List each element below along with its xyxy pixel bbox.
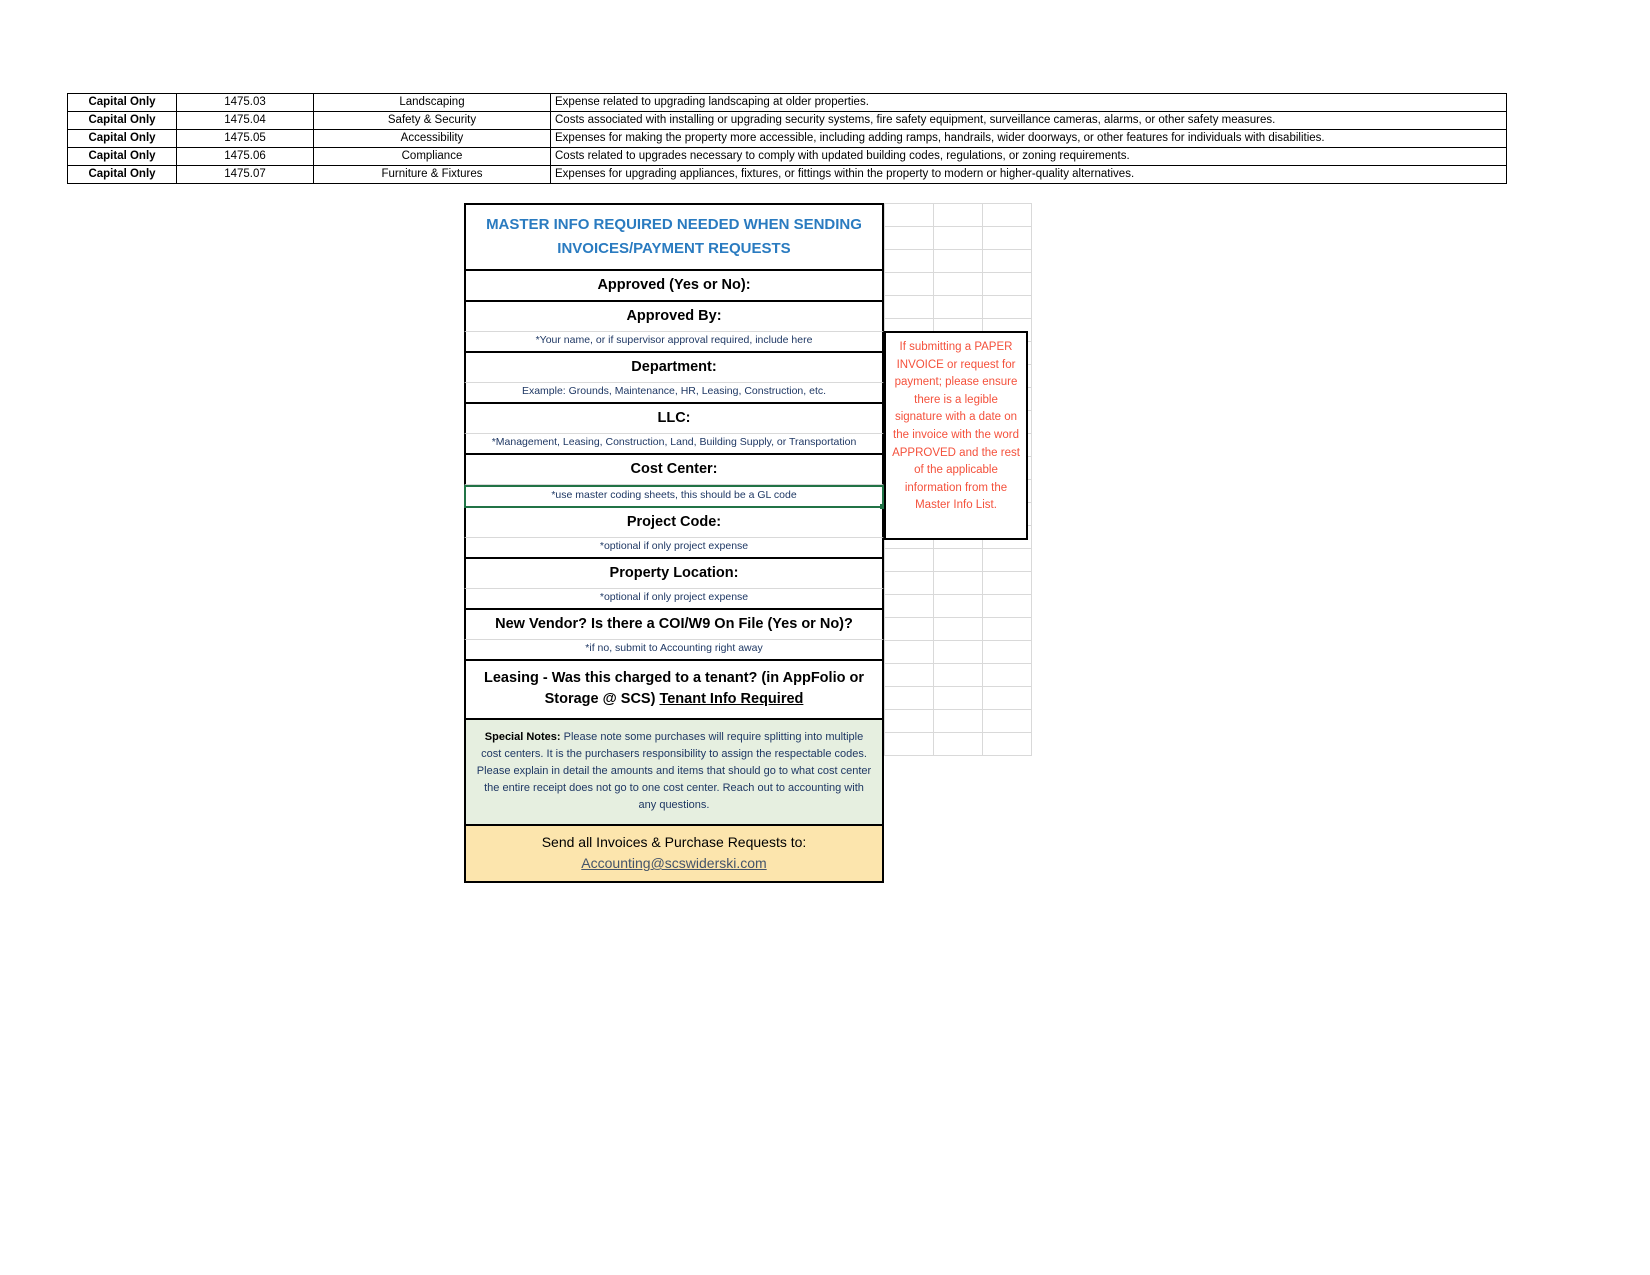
coding-table-body xyxy=(68,94,1507,184)
special-notes-label: Special Notes: xyxy=(484,731,561,743)
accounting-email-link[interactable]: Accounting@scswiderski.com xyxy=(581,855,767,871)
field-label-approved: Approved (Yes or No): xyxy=(597,277,751,293)
grid-cell[interactable] xyxy=(983,733,1032,756)
field-hint-row-project-code[interactable] xyxy=(464,538,884,559)
cell-code: 1475.05 xyxy=(177,130,314,148)
field-label-approved-by: Approved By: xyxy=(626,308,722,324)
cell-code: 1475.03 xyxy=(177,94,314,112)
grid-cell[interactable] xyxy=(885,296,934,319)
grid-cell[interactable] xyxy=(983,595,1032,618)
grid-row xyxy=(885,250,1032,273)
field-hint-row-department[interactable] xyxy=(464,383,884,404)
field-hint-row-cost-center-selected[interactable] xyxy=(464,485,884,508)
grid-cell[interactable] xyxy=(983,572,1032,595)
field-row-department[interactable] xyxy=(464,353,884,383)
grid-row xyxy=(885,641,1032,664)
grid-cell[interactable] xyxy=(934,595,983,618)
field-hint-llc: *Management, Leasing, Construction, Land, Building Supply, or Transportation xyxy=(491,436,857,448)
cell-code: 1475.04 xyxy=(177,112,314,130)
cell-description: Expense related to upgrading landscaping at older properties. xyxy=(551,94,1507,112)
grid-cell[interactable] xyxy=(983,664,1032,687)
grid-cell[interactable] xyxy=(934,273,983,296)
field-row-leasing[interactable] xyxy=(464,661,884,720)
send-to-footer-row xyxy=(464,826,884,883)
leasing-line1: Leasing - Was this charged to a tenant? (in AppFolio or xyxy=(484,670,864,686)
grid-cell[interactable] xyxy=(885,227,934,250)
field-hint-project-code: *optional if only project expense xyxy=(599,540,749,552)
grid-cell[interactable] xyxy=(934,733,983,756)
grid-cell[interactable] xyxy=(934,227,983,250)
form-title xyxy=(466,205,882,269)
capital-coding-table xyxy=(67,93,1507,184)
cell-description: Costs related to upgrades necessary to comply with updated building codes, regulations, or zoning requirements. xyxy=(551,148,1507,166)
grid-cell[interactable] xyxy=(983,273,1032,296)
grid-row xyxy=(885,549,1032,572)
cell-name: Landscaping xyxy=(314,94,551,112)
grid-row xyxy=(885,204,1032,227)
form-title-line2: INVOICES/PAYMENT REQUESTS xyxy=(557,240,791,257)
grid-cell[interactable] xyxy=(885,687,934,710)
cell-description: Expenses for upgrading appliances, fixtures, or fittings within the property to modern or higher-quality alternatives. xyxy=(551,166,1507,184)
grid-cell[interactable] xyxy=(885,250,934,273)
cell-name: Accessibility xyxy=(314,130,551,148)
field-label-leasing xyxy=(466,661,882,718)
grid-row xyxy=(885,733,1032,756)
grid-cell[interactable] xyxy=(934,204,983,227)
grid-cell[interactable] xyxy=(983,250,1032,273)
cell-code: 1475.06 xyxy=(177,148,314,166)
grid-cell[interactable] xyxy=(885,733,934,756)
paper-invoice-note-box xyxy=(884,331,1028,540)
cell-description: Expenses for making the property more accessible, including adding ramps, handrails, wider doorways, or other features for individuals with disabilities. xyxy=(551,130,1507,148)
cell-code: 1475.07 xyxy=(177,166,314,184)
cell-type: Capital Only xyxy=(68,166,177,184)
master-info-form xyxy=(464,203,884,883)
grid-cell[interactable] xyxy=(934,618,983,641)
form-title-line1: MASTER INFO REQUIRED NEEDED WHEN SENDING xyxy=(486,216,862,233)
table-row[interactable] xyxy=(68,148,1507,166)
cell-name: Furniture & Fixtures xyxy=(314,166,551,184)
leasing-line2 xyxy=(480,689,868,710)
grid-cell[interactable] xyxy=(983,296,1032,319)
field-label-property-location: Property Location: xyxy=(609,565,739,581)
paper-invoice-note-text: If submitting a PAPER INVOICE or request for payment; please ensure there is a legible signature with a date on the invoice with the word APPROVED and the rest of the applicable information from the Master Info List. xyxy=(892,341,1020,512)
grid-cell[interactable] xyxy=(934,572,983,595)
grid-cell[interactable] xyxy=(885,273,934,296)
cell-name: Safety & Security xyxy=(314,112,551,130)
field-row-property-location[interactable] xyxy=(464,559,884,589)
grid-cell[interactable] xyxy=(885,664,934,687)
table-row[interactable] xyxy=(68,112,1507,130)
field-hint-row-llc[interactable] xyxy=(464,434,884,455)
grid-row xyxy=(885,227,1032,250)
cell-type: Capital Only xyxy=(68,94,177,112)
grid-cell[interactable] xyxy=(934,687,983,710)
grid-cell[interactable] xyxy=(885,641,934,664)
grid-cell[interactable] xyxy=(983,687,1032,710)
field-hint-row-new-vendor[interactable] xyxy=(464,640,884,661)
grid-cell[interactable] xyxy=(983,227,1032,250)
grid-row xyxy=(885,572,1032,595)
field-label-new-vendor: New Vendor? Is there a COI/W9 On File (Yes or No)? xyxy=(495,616,853,632)
field-hint-new-vendor: *if no, submit to Accounting right away xyxy=(585,642,763,654)
field-row-new-vendor[interactable] xyxy=(464,610,884,640)
grid-cell[interactable] xyxy=(885,595,934,618)
grid-cell[interactable] xyxy=(885,618,934,641)
grid-cell[interactable] xyxy=(885,710,934,733)
grid-row xyxy=(885,296,1032,319)
send-to-label: Send all Invoices & Purchase Requests to: xyxy=(541,834,807,850)
grid-cell[interactable] xyxy=(983,204,1032,227)
special-notes-body: Please note some purchases will require splitting into multiple cost centers. It is the purchasers responsibility to assign the respectable codes. Please explain in detail the amounts and items that should go to what cost center the entire receipt does not go to one cost center. Reach out to accounting with any questions. xyxy=(476,731,872,811)
table-row[interactable] xyxy=(68,130,1507,148)
grid-cell[interactable] xyxy=(885,572,934,595)
grid-cell[interactable] xyxy=(934,664,983,687)
cell-name: Compliance xyxy=(314,148,551,166)
grid-row xyxy=(885,595,1032,618)
grid-row xyxy=(885,710,1032,733)
leasing-line2-plain: Storage @ SCS) xyxy=(544,691,660,707)
table-row[interactable] xyxy=(68,94,1507,112)
field-label-project-code: Project Code: xyxy=(626,514,722,530)
grid-cell[interactable] xyxy=(983,710,1032,733)
field-hint-property-location: *optional if only project expense xyxy=(599,591,749,603)
leasing-tenant-info-required: Tenant Info Required xyxy=(659,691,804,707)
field-hint-row-approved-by[interactable] xyxy=(464,332,884,353)
field-row-llc[interactable] xyxy=(464,404,884,434)
field-row-cost-center[interactable] xyxy=(464,455,884,485)
grid-cell[interactable] xyxy=(934,296,983,319)
send-to-footer xyxy=(466,826,882,881)
field-row-approved-by[interactable] xyxy=(464,302,884,332)
field-label-department: Department: xyxy=(631,359,717,375)
grid-cell[interactable] xyxy=(934,549,983,572)
cell-type: Capital Only xyxy=(68,148,177,166)
field-row-approved[interactable] xyxy=(464,271,884,302)
grid-cell[interactable] xyxy=(983,618,1032,641)
grid-cell[interactable] xyxy=(885,204,934,227)
grid-cell[interactable] xyxy=(983,641,1032,664)
grid-row xyxy=(885,687,1032,710)
cell-type: Capital Only xyxy=(68,130,177,148)
cell-description: Costs associated with installing or upgrading security systems, fire safety equipment, surveillance cameras, alarms, or other safety measures. xyxy=(551,112,1507,130)
grid-row xyxy=(885,618,1032,641)
grid-row xyxy=(885,273,1032,296)
field-hint-row-property-location[interactable] xyxy=(464,589,884,610)
field-label-cost-center: Cost Center: xyxy=(630,461,718,477)
field-label-llc: LLC: xyxy=(657,410,691,426)
form-title-row xyxy=(464,203,884,271)
field-row-project-code[interactable] xyxy=(464,508,884,538)
field-hint-cost-center: *use master coding sheets, this should be a GL code xyxy=(551,489,797,501)
grid-cell[interactable] xyxy=(983,549,1032,572)
special-notes xyxy=(466,720,882,824)
grid-cell[interactable] xyxy=(934,250,983,273)
grid-cell[interactable] xyxy=(934,710,983,733)
grid-cell[interactable] xyxy=(885,549,934,572)
field-hint-department: Example: Grounds, Maintenance, HR, Leasing, Construction, etc. xyxy=(521,385,827,397)
grid-cell[interactable] xyxy=(934,641,983,664)
special-notes-row xyxy=(464,720,884,826)
field-hint-approved-by: *Your name, or if supervisor approval required, include here xyxy=(535,334,813,346)
cell-type: Capital Only xyxy=(68,112,177,130)
table-row[interactable] xyxy=(68,166,1507,184)
grid-row xyxy=(885,664,1032,687)
